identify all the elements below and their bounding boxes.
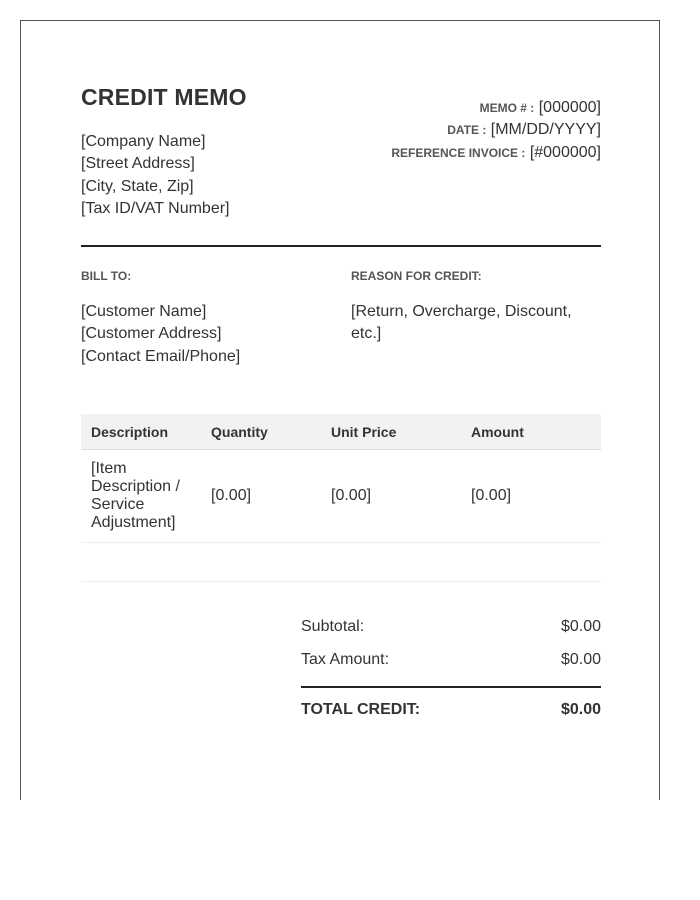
reason-text: [Return, Overcharge, Discount, etc.] bbox=[351, 303, 572, 343]
memo-date-label: DATE : bbox=[447, 123, 487, 138]
column-header-quantity: Quantity bbox=[201, 414, 321, 450]
tax-value: $0.00 bbox=[560, 651, 601, 668]
totals-block bbox=[301, 616, 601, 721]
reason-heading: REASON FOR CREDIT: bbox=[351, 269, 482, 283]
reference-invoice-label: REFERENCE INVOICE : bbox=[391, 145, 526, 160]
total-credit-row bbox=[301, 699, 601, 721]
column-header-unit-price: Unit Price bbox=[321, 414, 461, 450]
column-header-description: Description bbox=[81, 414, 201, 450]
item-unit-price: [0.00] bbox=[321, 450, 461, 543]
memo-date-row bbox=[391, 119, 601, 141]
company-name: [Company Name] bbox=[81, 133, 206, 150]
reference-invoice-row bbox=[391, 142, 601, 164]
subtotal-label: Subtotal: bbox=[301, 618, 365, 635]
customer-name: [Customer Name] bbox=[81, 303, 207, 320]
bill-to-heading: BILL TO: bbox=[81, 269, 132, 283]
table-header-row bbox=[81, 414, 601, 450]
memo-meta bbox=[391, 97, 601, 164]
reference-invoice-value: [#000000] bbox=[529, 143, 601, 161]
line-items-table bbox=[81, 414, 601, 543]
item-amount: [0.00] bbox=[461, 450, 601, 543]
memo-number-value: [000000] bbox=[538, 99, 601, 116]
total-credit-label: TOTAL CREDIT: bbox=[301, 701, 421, 718]
company-city: [City, State, Zip] bbox=[81, 177, 194, 195]
customer-contact: [Contact Email/Phone] bbox=[81, 347, 241, 365]
page-title: CREDIT MEMO bbox=[81, 84, 247, 110]
item-description: [Item Description / Service Adjustment] bbox=[81, 450, 201, 543]
company-tax-id: [Tax ID/VAT Number] bbox=[81, 199, 230, 217]
company-info bbox=[81, 131, 229, 220]
table-footer-divider bbox=[81, 581, 601, 582]
header-divider bbox=[81, 245, 601, 247]
company-street: [Street Address] bbox=[81, 155, 195, 173]
tax-row bbox=[301, 649, 601, 671]
tax-label: Tax Amount: bbox=[301, 651, 390, 668]
total-divider bbox=[301, 686, 601, 688]
memo-number-label: MEMO # : bbox=[479, 101, 535, 115]
item-quantity: [0.00] bbox=[201, 450, 321, 543]
table-row bbox=[81, 450, 601, 543]
total-credit-value: $0.00 bbox=[560, 701, 601, 718]
subtotal-row bbox=[301, 616, 601, 638]
memo-number-row bbox=[391, 97, 601, 119]
subtotal-value: $0.00 bbox=[560, 618, 601, 635]
memo-date-value: [MM/DD/YYYY] bbox=[490, 121, 601, 139]
customer-address: [Customer Address] bbox=[81, 325, 222, 343]
bill-to-block bbox=[81, 301, 240, 368]
column-header-amount: Amount bbox=[461, 414, 601, 450]
